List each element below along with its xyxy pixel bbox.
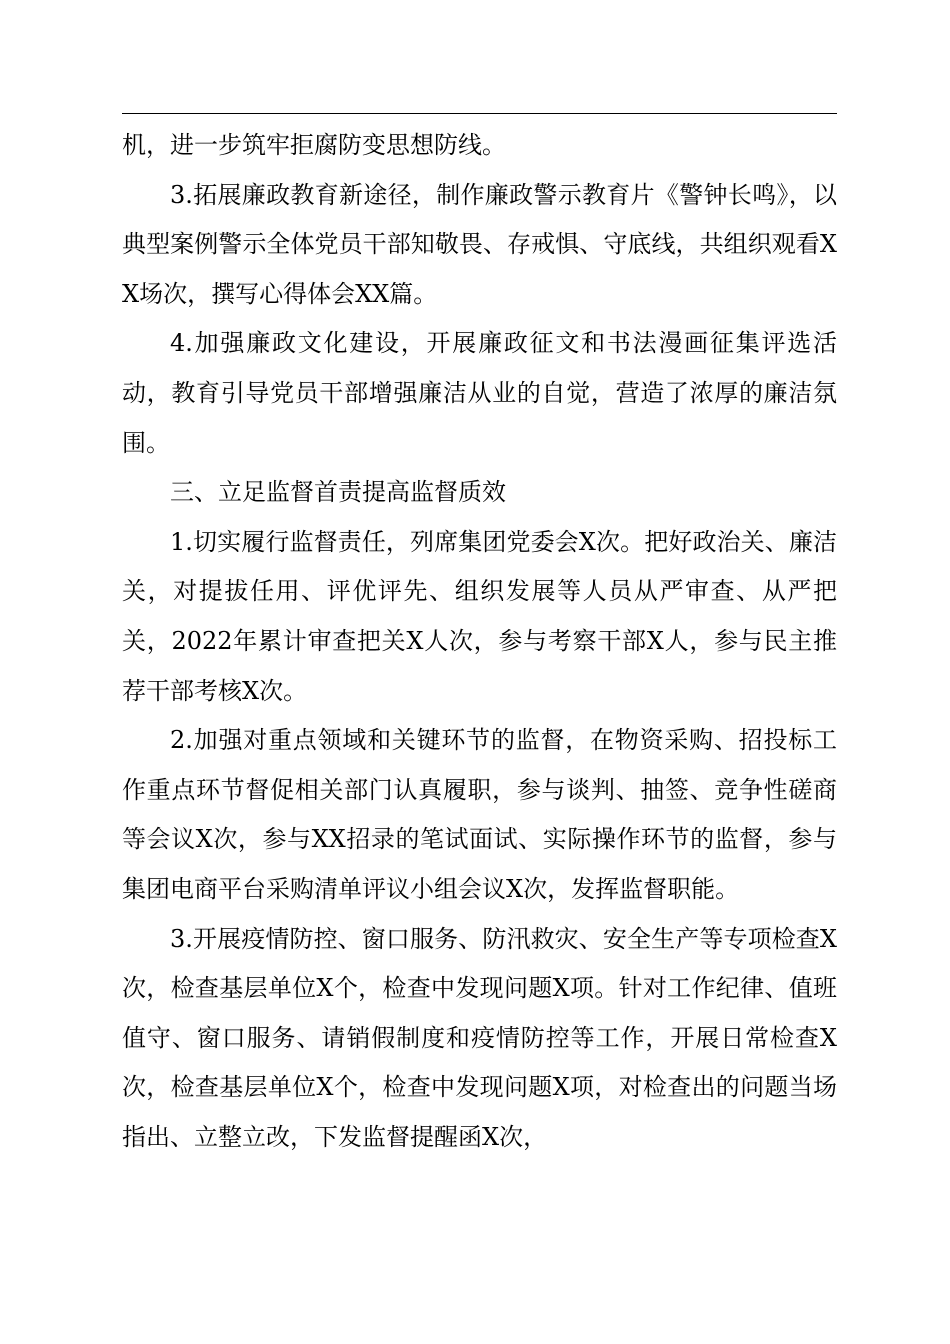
- section-heading: 三、立足监督首责提高监督质效: [170, 478, 506, 507]
- header-rule: [122, 113, 837, 114]
- document-body: [122, 121, 837, 1162]
- paragraph-item-4: 4.加强廉政文化建设，开展廉政征文和书法漫画征集评选活动，教育引导党员干部增强廉洁从业的自觉，营造了浓厚的廉洁氛围。: [122, 329, 837, 457]
- paragraph-item-1: 1.切实履行监督责任，列席集团党委会X次。把好政治关、廉洁关，对提拔任用、评优评先、组织发展等人员从严审查、从严把关，2022年累计审查把关X人次，参与考察干部X人，参与民主推荐干部考核X次。: [122, 527, 837, 705]
- paragraph-item-3: 3.拓展廉政教育新途径，制作廉政警示教育片《警钟长鸣》，以典型案例警示全体党员干部知敬畏、存戒惧、守底线，共组织观看XX场次，撰写心得体会XX篇。: [122, 180, 837, 308]
- paragraph-item-2: 2.加强对重点领域和关键环节的监督，在物资采购、招投标工作重点环节督促相关部门认真履职，参与谈判、抽签、竞争性磋商等会议X次，参与XX招录的笔试面试、实际操作环节的监督，参与集团电商平台采购清单评议小组会议X次，发挥监督职能。: [122, 726, 837, 903]
- paragraph-continuation: 机，进一步筑牢拒腐防变思想防线。: [122, 131, 506, 159]
- paragraph-item-3b: 3.开展疫情防控、窗口服务、防汛救灾、安全生产等专项检查X次，检查基层单位X个，检查中发现问题X项。针对工作纪律、值班值守、窗口服务、请销假制度和疫情防控等工作，开展日常检查X次，检查基层单位X个，检查中发现问题X项，对检查出的问题当场指出、立整立改，下发监督提醒函X次，: [122, 924, 837, 1151]
